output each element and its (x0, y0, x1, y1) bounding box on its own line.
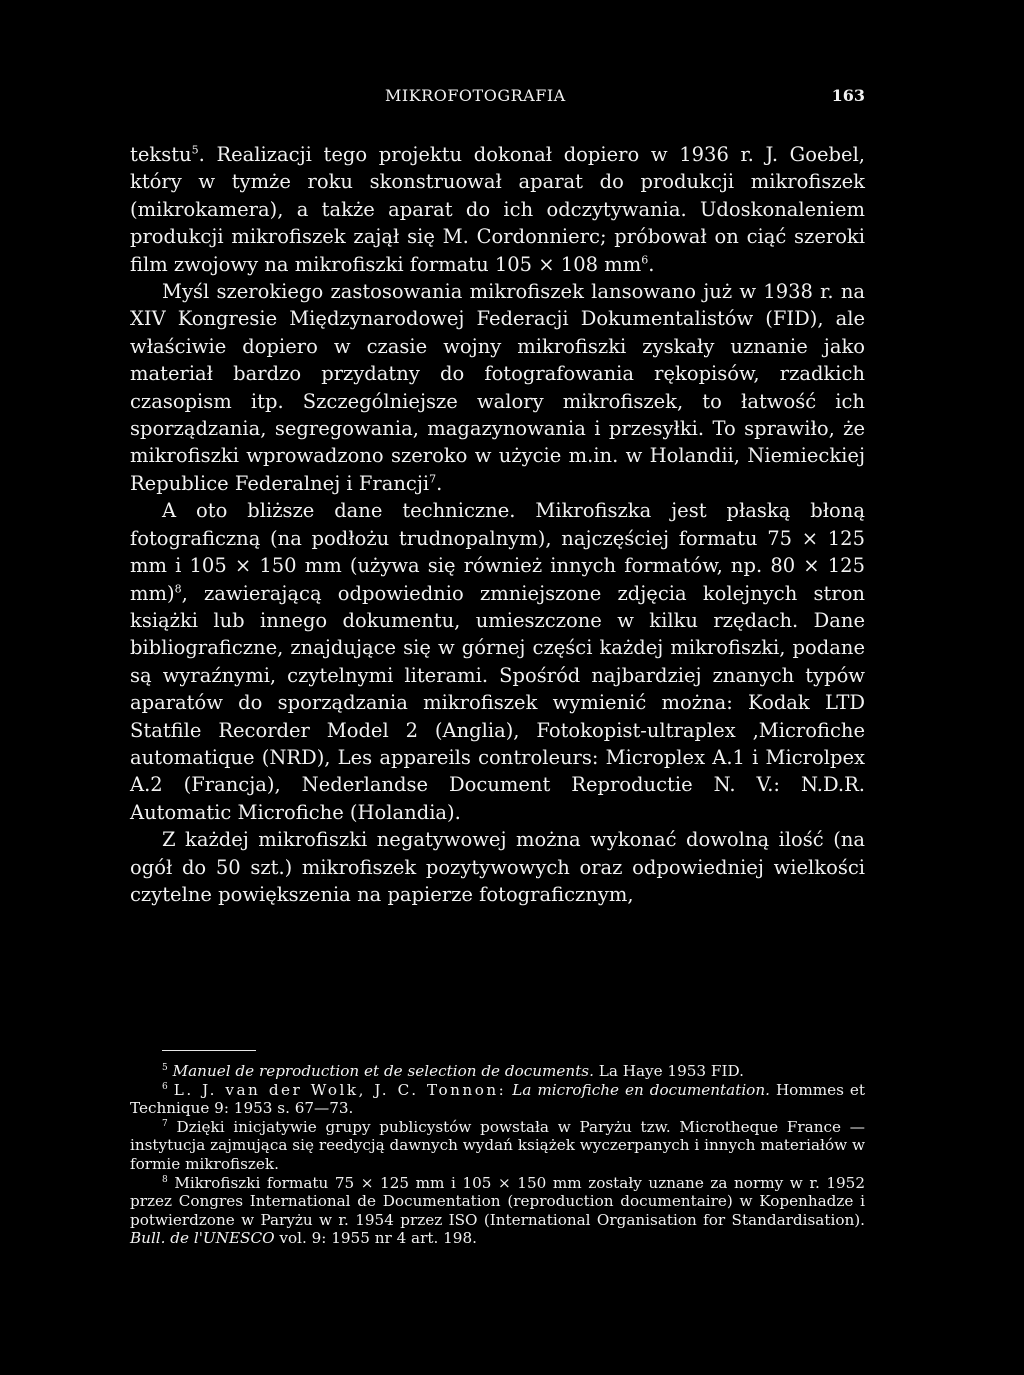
page-number: 163 (831, 86, 865, 105)
paragraph-text: A oto bliższe dane techniczne. Mikrofiszka jest płaską błoną fotograficzną (na podłożu trudnopalnym), najczęściej formatu 75 × 125 mm i 105 × 150 mm (używa się również innych formatów, np. 80 × 125 mm) (130, 499, 865, 605)
footnote-number: 5 (162, 1062, 168, 1073)
footnote-text: Dzięki inicjatywie grupy publicystów powstała w Paryżu tzw. Microtheque France — instytucja zajmująca się reedycją dawnych wydań książek wyczerpanych i innych materiałów w formie mikrofiszek. (130, 1117, 865, 1173)
footnote-ref: 5 (191, 143, 199, 157)
footnote-text: Hommes et Technique 9: 1953 s. 67—73. (130, 1080, 866, 1118)
footnote-ref: 6 (641, 253, 649, 267)
footnote-number: 7 (162, 1118, 168, 1129)
paragraph-2 (130, 278, 865, 497)
paragraph-text: . (648, 252, 655, 276)
footnote-7 (130, 1118, 865, 1174)
paragraph-text: , zawierającą odpowiednio zmniejszone zdjęcia kolejnych stron książki lub innego dokumentu, umieszczone w kilku rzędach. Dane bibliograficzne, znajdujące się w górnej części każdej mikrofiszki, podane są wyraźnymi, czytelnymi literami. Spośród najbardziej znanych typów aparatów do sporządzania mikrofiszek wymienić można: Kodak LTD Statfile Recorder Model 2 (Anglia), Fotokopist-ultraplex ,Microfiche automatique (NRD), Les appareils controleurs: Microplex A.1 i Microlpex A.2 (Francja), Nederlandse Document Reproductie N. V.: N.D.R. Automatic Microfiche (Holandia). (130, 581, 865, 824)
footnotes (130, 1062, 865, 1248)
paragraph-3 (130, 497, 865, 826)
footnote-authors: L. J. van der Wolk, J. C. Tonnon: (173, 1080, 507, 1099)
footnote-journal: Bull. de l'UNESCO (130, 1229, 275, 1248)
footnote-ref: 8 (174, 582, 182, 595)
footnote-separator (162, 1050, 256, 1051)
paragraph-text: tekstu (130, 143, 192, 166)
footnote-6 (130, 1081, 865, 1118)
footnote-text: La Haye 1953 FID. (593, 1062, 744, 1080)
footnote-title: Manuel de reproduction et de selection de documents. (172, 1062, 594, 1080)
footnote-number: 8 (162, 1174, 168, 1185)
footnote-ref: 7 (429, 472, 437, 486)
running-title: MIKROFOTOGRAFIA (385, 86, 566, 105)
footnote-text: vol. 9: 1955 nr 4 art. 198. (274, 1229, 477, 1248)
footnote-5 (130, 1062, 865, 1081)
paragraph-text: . Realizacji tego projektu dokonał dopiero w 1936 r. J. Goebel, który w tymże roku skonstruował aparat do produkcji mikrofiszek (mikrokamera), a także aparat do ich odczytywania. Udoskonaleniem produkcji mikrofiszek zajął się M. Cordonnierc; próbował on ciąć szeroki film zwojowy na mikrofiszki formatu 105 × 108 mm (130, 143, 865, 276)
footnote-title: La microfiche en documentation. (506, 1080, 770, 1099)
body-text (130, 141, 865, 908)
paragraph-text: Myśl szerokiego zastosowania mikrofiszek lansowano już w 1938 r. na XIV Kongresie Międzynarodowej Federacji Dokumentalistów (FID), ale właściwie dopiero w czasie wojny mikrofiszki zyskały uznanie jako materiał bardzo przydatny do fotografowania rękopisów, rzadkich czasopism itp. Szczególniejsze walory mikrofiszek, to łatwość ich sporządzania, segregowania, magazynowania i przesyłki. To sprawiło, że mikrofiszki wprowadzono szeroko w użycie m.in. w Holandii, Niemieckiej Republice Federalnej i Francji (130, 280, 865, 495)
running-header (130, 86, 865, 116)
paragraph-1 (130, 141, 865, 278)
paragraph-4: Z każdej mikrofiszki negatywowej można wykonać dowolną ilość (na ogół do 50 szt.) mikrofiszek pozytywowych oraz odpowiedniej wielkości czytelne powiększenia na papierze fotograficznym, (130, 828, 865, 906)
paragraph-text: . (436, 471, 443, 495)
footnote-8 (130, 1174, 865, 1248)
footnote-number: 6 (162, 1081, 168, 1092)
footnote-text: Mikrofiszki formatu 75 × 125 mm i 105 × 150 mm zostały uznane za normy w r. 1952 przez Congres International de Documentation (reproduction documentaire) w Kopenhadze i potwierdzone w Paryżu w r. 1954 przez ISO (International Organisation for Standardisation). (130, 1173, 865, 1229)
